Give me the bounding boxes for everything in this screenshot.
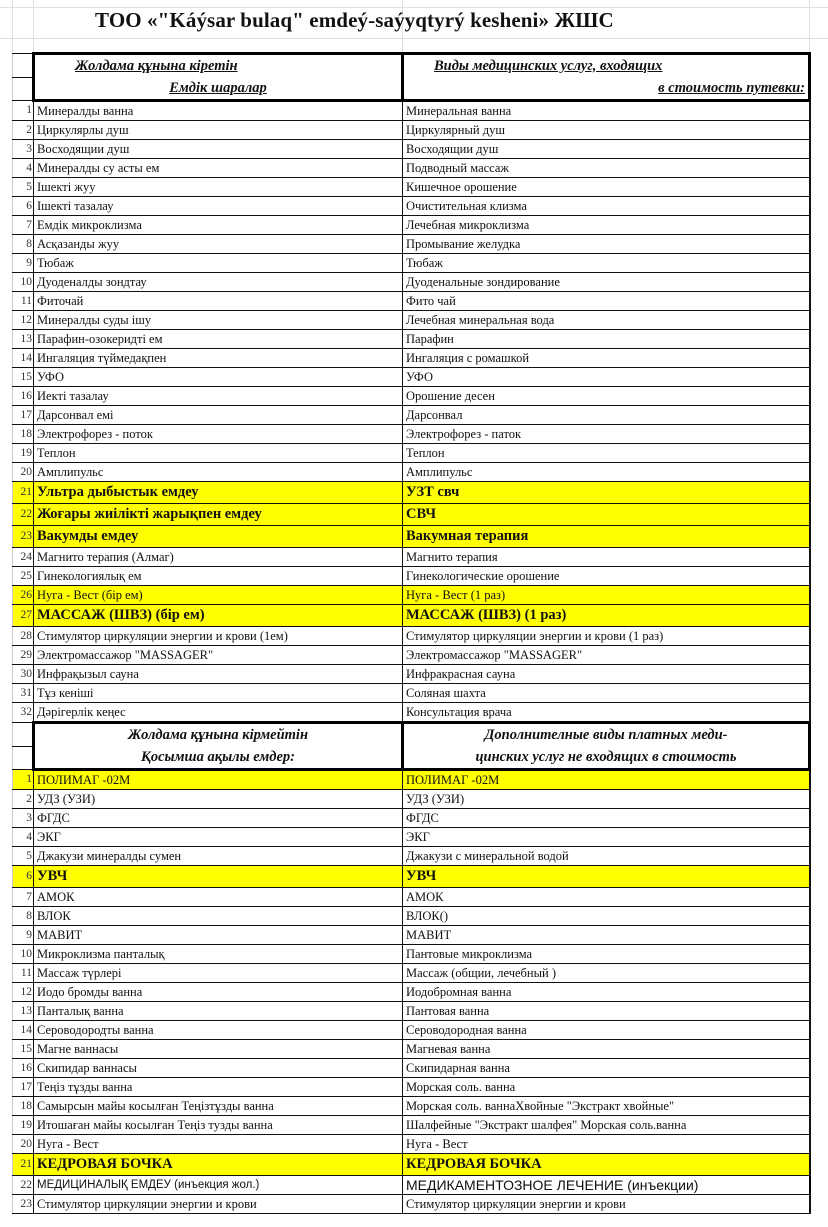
service-kazakh: Нуга - Вест xyxy=(34,1135,403,1154)
service-russian: Дарсонвал xyxy=(403,406,810,425)
service-kazakh: МАВИТ xyxy=(34,926,403,945)
table-row xyxy=(13,1040,810,1059)
row-number: 12 xyxy=(13,983,34,1002)
table-row xyxy=(13,1059,810,1078)
service-kazakh: Жоғары жиілікті жарықпен емдеу xyxy=(34,504,403,526)
service-kazakh: Парафин-озокеридті ем xyxy=(34,330,403,349)
table-row xyxy=(13,1135,810,1154)
header-kazakh-text: Жолдама құнына кірмейтін xyxy=(127,726,309,743)
table-row xyxy=(13,292,810,311)
header-kazakh xyxy=(34,77,403,101)
header-russian xyxy=(403,77,810,101)
table-row xyxy=(13,1116,810,1135)
service-kazakh: Магнито терапия (Алмаг) xyxy=(34,548,403,567)
row-number: 14 xyxy=(13,1021,34,1040)
service-russian: Тюбаж xyxy=(403,254,810,273)
service-kazakh: Иекті тазалау xyxy=(34,387,403,406)
service-kazakh: УФО xyxy=(34,368,403,387)
service-russian: Инфракрасная сауна xyxy=(403,665,810,684)
row-number: 21 xyxy=(13,482,34,504)
row-number: 15 xyxy=(13,1040,34,1059)
table-row xyxy=(13,888,810,907)
table-row xyxy=(13,548,810,567)
service-russian: Консультация врача xyxy=(403,703,810,723)
row-number: 16 xyxy=(13,387,34,406)
service-kazakh: АМОК xyxy=(34,888,403,907)
row-number: 1 xyxy=(13,770,34,790)
table-row xyxy=(13,235,810,254)
table-row xyxy=(13,1176,810,1195)
service-russian: Иодобромная ванна xyxy=(403,983,810,1002)
service-kazakh: Ішекті тазалау xyxy=(34,197,403,216)
service-kazakh: Итошаған майы косылған Теңіз тузды ванна xyxy=(34,1116,403,1135)
row-number: 23 xyxy=(13,526,34,548)
row-number: 7 xyxy=(13,216,34,235)
table-row xyxy=(13,1154,810,1176)
service-russian: Подводный массаж xyxy=(403,159,810,178)
row-number: 6 xyxy=(13,197,34,216)
row-number: 27 xyxy=(13,605,34,627)
table-row xyxy=(13,964,810,983)
service-kazakh: Ультра дыбыстык емдеу xyxy=(34,482,403,504)
row-number: 15 xyxy=(13,368,34,387)
table-row xyxy=(13,1097,810,1116)
section-header-row xyxy=(13,77,810,101)
service-kazakh: Тюбаж xyxy=(34,254,403,273)
row-number: 17 xyxy=(13,1078,34,1097)
table-row xyxy=(13,828,810,847)
service-kazakh: Восходящии душ xyxy=(34,140,403,159)
service-russian: ПОЛИМАГ -02М xyxy=(403,770,810,790)
row-number: 11 xyxy=(13,964,34,983)
row-number: 13 xyxy=(13,330,34,349)
service-russian: ФГДС xyxy=(403,809,810,828)
table-row xyxy=(13,605,810,627)
table-row xyxy=(13,770,810,790)
table-row xyxy=(13,178,810,197)
service-russian: Пантовая ванна xyxy=(403,1002,810,1021)
header-russian-text: Виды медицинских услуг, входящих xyxy=(434,57,663,74)
service-russian: Ингаляция с ромашкой xyxy=(403,349,810,368)
row-number: 18 xyxy=(13,1097,34,1116)
table-row xyxy=(13,197,810,216)
row-number: 16 xyxy=(13,1059,34,1078)
row-number: 25 xyxy=(13,567,34,586)
table-row xyxy=(13,159,810,178)
service-russian: Парафин xyxy=(403,330,810,349)
header-kazakh xyxy=(34,54,403,78)
service-russian: Теплон xyxy=(403,444,810,463)
header-kazakh xyxy=(34,746,403,770)
service-kazakh: ВЛОК xyxy=(34,907,403,926)
table-row xyxy=(13,140,810,159)
row-number: 29 xyxy=(13,646,34,665)
table-row xyxy=(13,1002,810,1021)
row-number: 11 xyxy=(13,292,34,311)
row-number: 21 xyxy=(13,1154,34,1176)
service-russian: МАВИТ xyxy=(403,926,810,945)
service-kazakh: Амплипульс xyxy=(34,463,403,482)
service-russian: Магнито терапия xyxy=(403,548,810,567)
service-kazakh: Массаж түрлері xyxy=(34,964,403,983)
service-russian: Амплипульс xyxy=(403,463,810,482)
service-russian: Джакузи с минеральной водой xyxy=(403,847,810,866)
row-number: 1 xyxy=(13,101,34,121)
table-row xyxy=(13,425,810,444)
row-number: 5 xyxy=(13,847,34,866)
row-number: 9 xyxy=(13,926,34,945)
table-row xyxy=(13,627,810,646)
service-russian: Циркулярный душ xyxy=(403,121,810,140)
row-number: 19 xyxy=(13,1116,34,1135)
table-row xyxy=(13,444,810,463)
row-number: 28 xyxy=(13,627,34,646)
service-kazakh: Микроклизма панталық xyxy=(34,945,403,964)
service-kazakh: Теплон xyxy=(34,444,403,463)
table-row xyxy=(13,945,810,964)
service-kazakh: Магне ваннасы xyxy=(34,1040,403,1059)
service-kazakh: Дарсонвал емі xyxy=(34,406,403,425)
service-kazakh: Электрофорез - поток xyxy=(34,425,403,444)
table-row xyxy=(13,907,810,926)
service-russian: Фито чай xyxy=(403,292,810,311)
service-russian: Кишечное орошение xyxy=(403,178,810,197)
service-russian: Восходящии душ xyxy=(403,140,810,159)
header-kazakh-text: Емдік шаралар xyxy=(169,79,267,96)
row-number: 10 xyxy=(13,945,34,964)
table-row xyxy=(13,809,810,828)
service-kazakh: Теңіз тұзды ванна xyxy=(34,1078,403,1097)
row-number: 6 xyxy=(13,866,34,888)
service-kazakh: Панталық ванна xyxy=(34,1002,403,1021)
row-number: 26 xyxy=(13,586,34,605)
service-russian: УДЗ (УЗИ) xyxy=(403,790,810,809)
header-kazakh-text: Жолдама құнына кіретін xyxy=(75,57,238,74)
table-row xyxy=(13,567,810,586)
table-row xyxy=(13,1195,810,1214)
table-row xyxy=(13,866,810,888)
service-kazakh: Ішекті жуу xyxy=(34,178,403,197)
service-russian: Массаж (общии, лечебный ) xyxy=(403,964,810,983)
service-russian: Нуга - Вест (1 раз) xyxy=(403,586,810,605)
service-kazakh: Инфрақызыл сауна xyxy=(34,665,403,684)
row-number-cell xyxy=(13,723,34,747)
service-russian: Гинекологические орошение xyxy=(403,567,810,586)
table-row xyxy=(13,665,810,684)
service-russian: Лечебная микроклизма xyxy=(403,216,810,235)
service-russian: Морская соль. ваннаХвойные "Экстракт хвойные" xyxy=(403,1097,810,1116)
table-row xyxy=(13,121,810,140)
section-header-row xyxy=(13,746,810,770)
service-kazakh: Стимулятор циркуляции энергии и крови (1ем) xyxy=(34,627,403,646)
row-number: 3 xyxy=(13,809,34,828)
service-russian: УВЧ xyxy=(403,866,810,888)
row-number: 20 xyxy=(13,463,34,482)
row-number: 4 xyxy=(13,828,34,847)
service-kazakh: Минералды суды ішу xyxy=(34,311,403,330)
service-russian: Дуоденальные зондирование xyxy=(403,273,810,292)
service-kazakh: Сероводородты ванна xyxy=(34,1021,403,1040)
header-russian-text: Дополнителные виды платных меди- xyxy=(484,726,728,743)
service-kazakh: Иодо бромды ванна xyxy=(34,983,403,1002)
service-kazakh: Гинекологиялық ем xyxy=(34,567,403,586)
service-kazakh: Дуоденалды зондтау xyxy=(34,273,403,292)
service-russian: Морская соль. ванна xyxy=(403,1078,810,1097)
row-number: 22 xyxy=(13,504,34,526)
service-russian: АМОК xyxy=(403,888,810,907)
table-row xyxy=(13,254,810,273)
service-kazakh: Тұз кеніші xyxy=(34,684,403,703)
table-row xyxy=(13,1078,810,1097)
service-russian: Электрофорез - паток xyxy=(403,425,810,444)
service-kazakh: Ингаляция түймедақпен xyxy=(34,349,403,368)
table-row xyxy=(13,101,810,121)
header-russian-text: в стоимость путевки: xyxy=(658,79,805,96)
row-number: 32 xyxy=(13,703,34,723)
header-kazakh xyxy=(34,723,403,747)
row-number: 20 xyxy=(13,1135,34,1154)
table-row xyxy=(13,504,810,526)
table-row xyxy=(13,526,810,548)
table-row xyxy=(13,482,810,504)
table-row xyxy=(13,349,810,368)
row-number: 14 xyxy=(13,349,34,368)
row-number: 8 xyxy=(13,235,34,254)
service-kazakh: Стимулятор циркуляции энергии и крови xyxy=(34,1195,403,1214)
service-russian: Шалфейные "Экстракт шалфея" Морская соль.ванна xyxy=(403,1116,810,1135)
service-kazakh: Джакузи минералды сумен xyxy=(34,847,403,866)
service-russian: Электромассажор "MASSAGER" xyxy=(403,646,810,665)
row-number: 5 xyxy=(13,178,34,197)
table-row xyxy=(13,847,810,866)
table-row xyxy=(13,273,810,292)
service-russian: Вакумная терапия xyxy=(403,526,810,548)
service-russian: Промывание желудка xyxy=(403,235,810,254)
service-russian: Орошение десен xyxy=(403,387,810,406)
service-russian: ЭКГ xyxy=(403,828,810,847)
service-russian: Пантовые микроклизма xyxy=(403,945,810,964)
service-russian: МЕДИКАМЕНТОЗНОЕ ЛЕЧЕНИЕ (инъекции) xyxy=(403,1176,810,1195)
row-number: 18 xyxy=(13,425,34,444)
row-number: 13 xyxy=(13,1002,34,1021)
service-russian: Минеральная ванна xyxy=(403,101,810,121)
service-russian: МАССАЖ (ШВЗ) (1 раз) xyxy=(403,605,810,627)
header-kazakh-text: Қосымша ақылы емдер: xyxy=(141,748,295,765)
service-kazakh: Минералды ванна xyxy=(34,101,403,121)
service-russian: УЗТ свч xyxy=(403,482,810,504)
document-title: ТОО «"Káýsar bulaq" emdeý-saýyqtyrý keshenі» ЖШС xyxy=(95,8,614,32)
table-row xyxy=(13,311,810,330)
service-kazakh: Скипидар ваннасы xyxy=(34,1059,403,1078)
table-row xyxy=(13,983,810,1002)
row-number: 22 xyxy=(13,1176,34,1195)
row-number: 31 xyxy=(13,684,34,703)
service-russian: Нуга - Вест xyxy=(403,1135,810,1154)
table-row xyxy=(13,926,810,945)
service-kazakh: Электромассажор "MASSAGER" xyxy=(34,646,403,665)
row-number: 10 xyxy=(13,273,34,292)
services-table xyxy=(12,52,811,1214)
row-number-cell xyxy=(13,54,34,78)
service-kazakh: Минералды су асты ем xyxy=(34,159,403,178)
table-row xyxy=(13,216,810,235)
service-kazakh: МЕДИЦИНАЛЫҚ ЕМДЕУ (инъекция жол.) xyxy=(34,1176,403,1195)
service-kazakh: Дәрігерлік кеңес xyxy=(34,703,403,723)
row-number: 17 xyxy=(13,406,34,425)
section-header-row xyxy=(13,54,810,78)
row-number: 24 xyxy=(13,548,34,567)
table-row xyxy=(13,586,810,605)
row-number: 2 xyxy=(13,121,34,140)
section-header-row xyxy=(13,723,810,747)
service-kazakh: Асқазанды жуу xyxy=(34,235,403,254)
table-row xyxy=(13,463,810,482)
header-russian-text: цинских услуг не входящих в стоимость xyxy=(475,748,737,765)
service-russian: СВЧ xyxy=(403,504,810,526)
row-number-cell xyxy=(13,746,34,770)
row-number: 12 xyxy=(13,311,34,330)
table-row xyxy=(13,406,810,425)
table-row xyxy=(13,368,810,387)
table-row xyxy=(13,387,810,406)
row-number: 19 xyxy=(13,444,34,463)
row-number-cell xyxy=(13,77,34,101)
service-kazakh: Самырсын майы косылған Теңізтұзды ванна xyxy=(34,1097,403,1116)
service-kazakh: ЭКГ xyxy=(34,828,403,847)
service-russian: Сероводородная ванна xyxy=(403,1021,810,1040)
service-russian: Лечебная минеральная вода xyxy=(403,311,810,330)
row-number: 2 xyxy=(13,790,34,809)
service-russian: КЕДРОВАЯ БОЧКА xyxy=(403,1154,810,1176)
service-russian: ВЛОК() xyxy=(403,907,810,926)
row-number: 4 xyxy=(13,159,34,178)
row-number: 7 xyxy=(13,888,34,907)
service-russian: Соляная шахта xyxy=(403,684,810,703)
service-russian: Скипидарная ванна xyxy=(403,1059,810,1078)
table-row xyxy=(13,684,810,703)
service-kazakh: МАССАЖ (ШВЗ) (бір ем) xyxy=(34,605,403,627)
service-russian: УФО xyxy=(403,368,810,387)
service-russian: Стимулятор циркуляции энергии и крови xyxy=(403,1195,810,1214)
row-number: 30 xyxy=(13,665,34,684)
service-kazakh: УВЧ xyxy=(34,866,403,888)
row-number: 3 xyxy=(13,140,34,159)
table-row xyxy=(13,703,810,723)
row-number: 23 xyxy=(13,1195,34,1214)
service-kazakh: ФГДС xyxy=(34,809,403,828)
service-kazakh: УДЗ (УЗИ) xyxy=(34,790,403,809)
service-russian: Магневая ванна xyxy=(403,1040,810,1059)
header-russian xyxy=(403,746,810,770)
service-russian: Стимулятор циркуляции энергии и крови (1 раз) xyxy=(403,627,810,646)
table-row xyxy=(13,646,810,665)
row-number: 9 xyxy=(13,254,34,273)
row-number: 8 xyxy=(13,907,34,926)
header-russian xyxy=(403,723,810,747)
service-kazakh: Фиточай xyxy=(34,292,403,311)
table-row xyxy=(13,790,810,809)
table-row xyxy=(13,1021,810,1040)
service-kazakh: ПОЛИМАГ -02М xyxy=(34,770,403,790)
service-kazakh: КЕДРОВАЯ БОЧКА xyxy=(34,1154,403,1176)
service-kazakh: Нуга - Вест (бір ем) xyxy=(34,586,403,605)
service-russian: Очистительная клизма xyxy=(403,197,810,216)
service-kazakh: Циркулярлы душ xyxy=(34,121,403,140)
table-row xyxy=(13,330,810,349)
service-kazakh: Емдік микроклизма xyxy=(34,216,403,235)
service-kazakh: Вакумды емдеу xyxy=(34,526,403,548)
header-russian xyxy=(403,54,810,78)
